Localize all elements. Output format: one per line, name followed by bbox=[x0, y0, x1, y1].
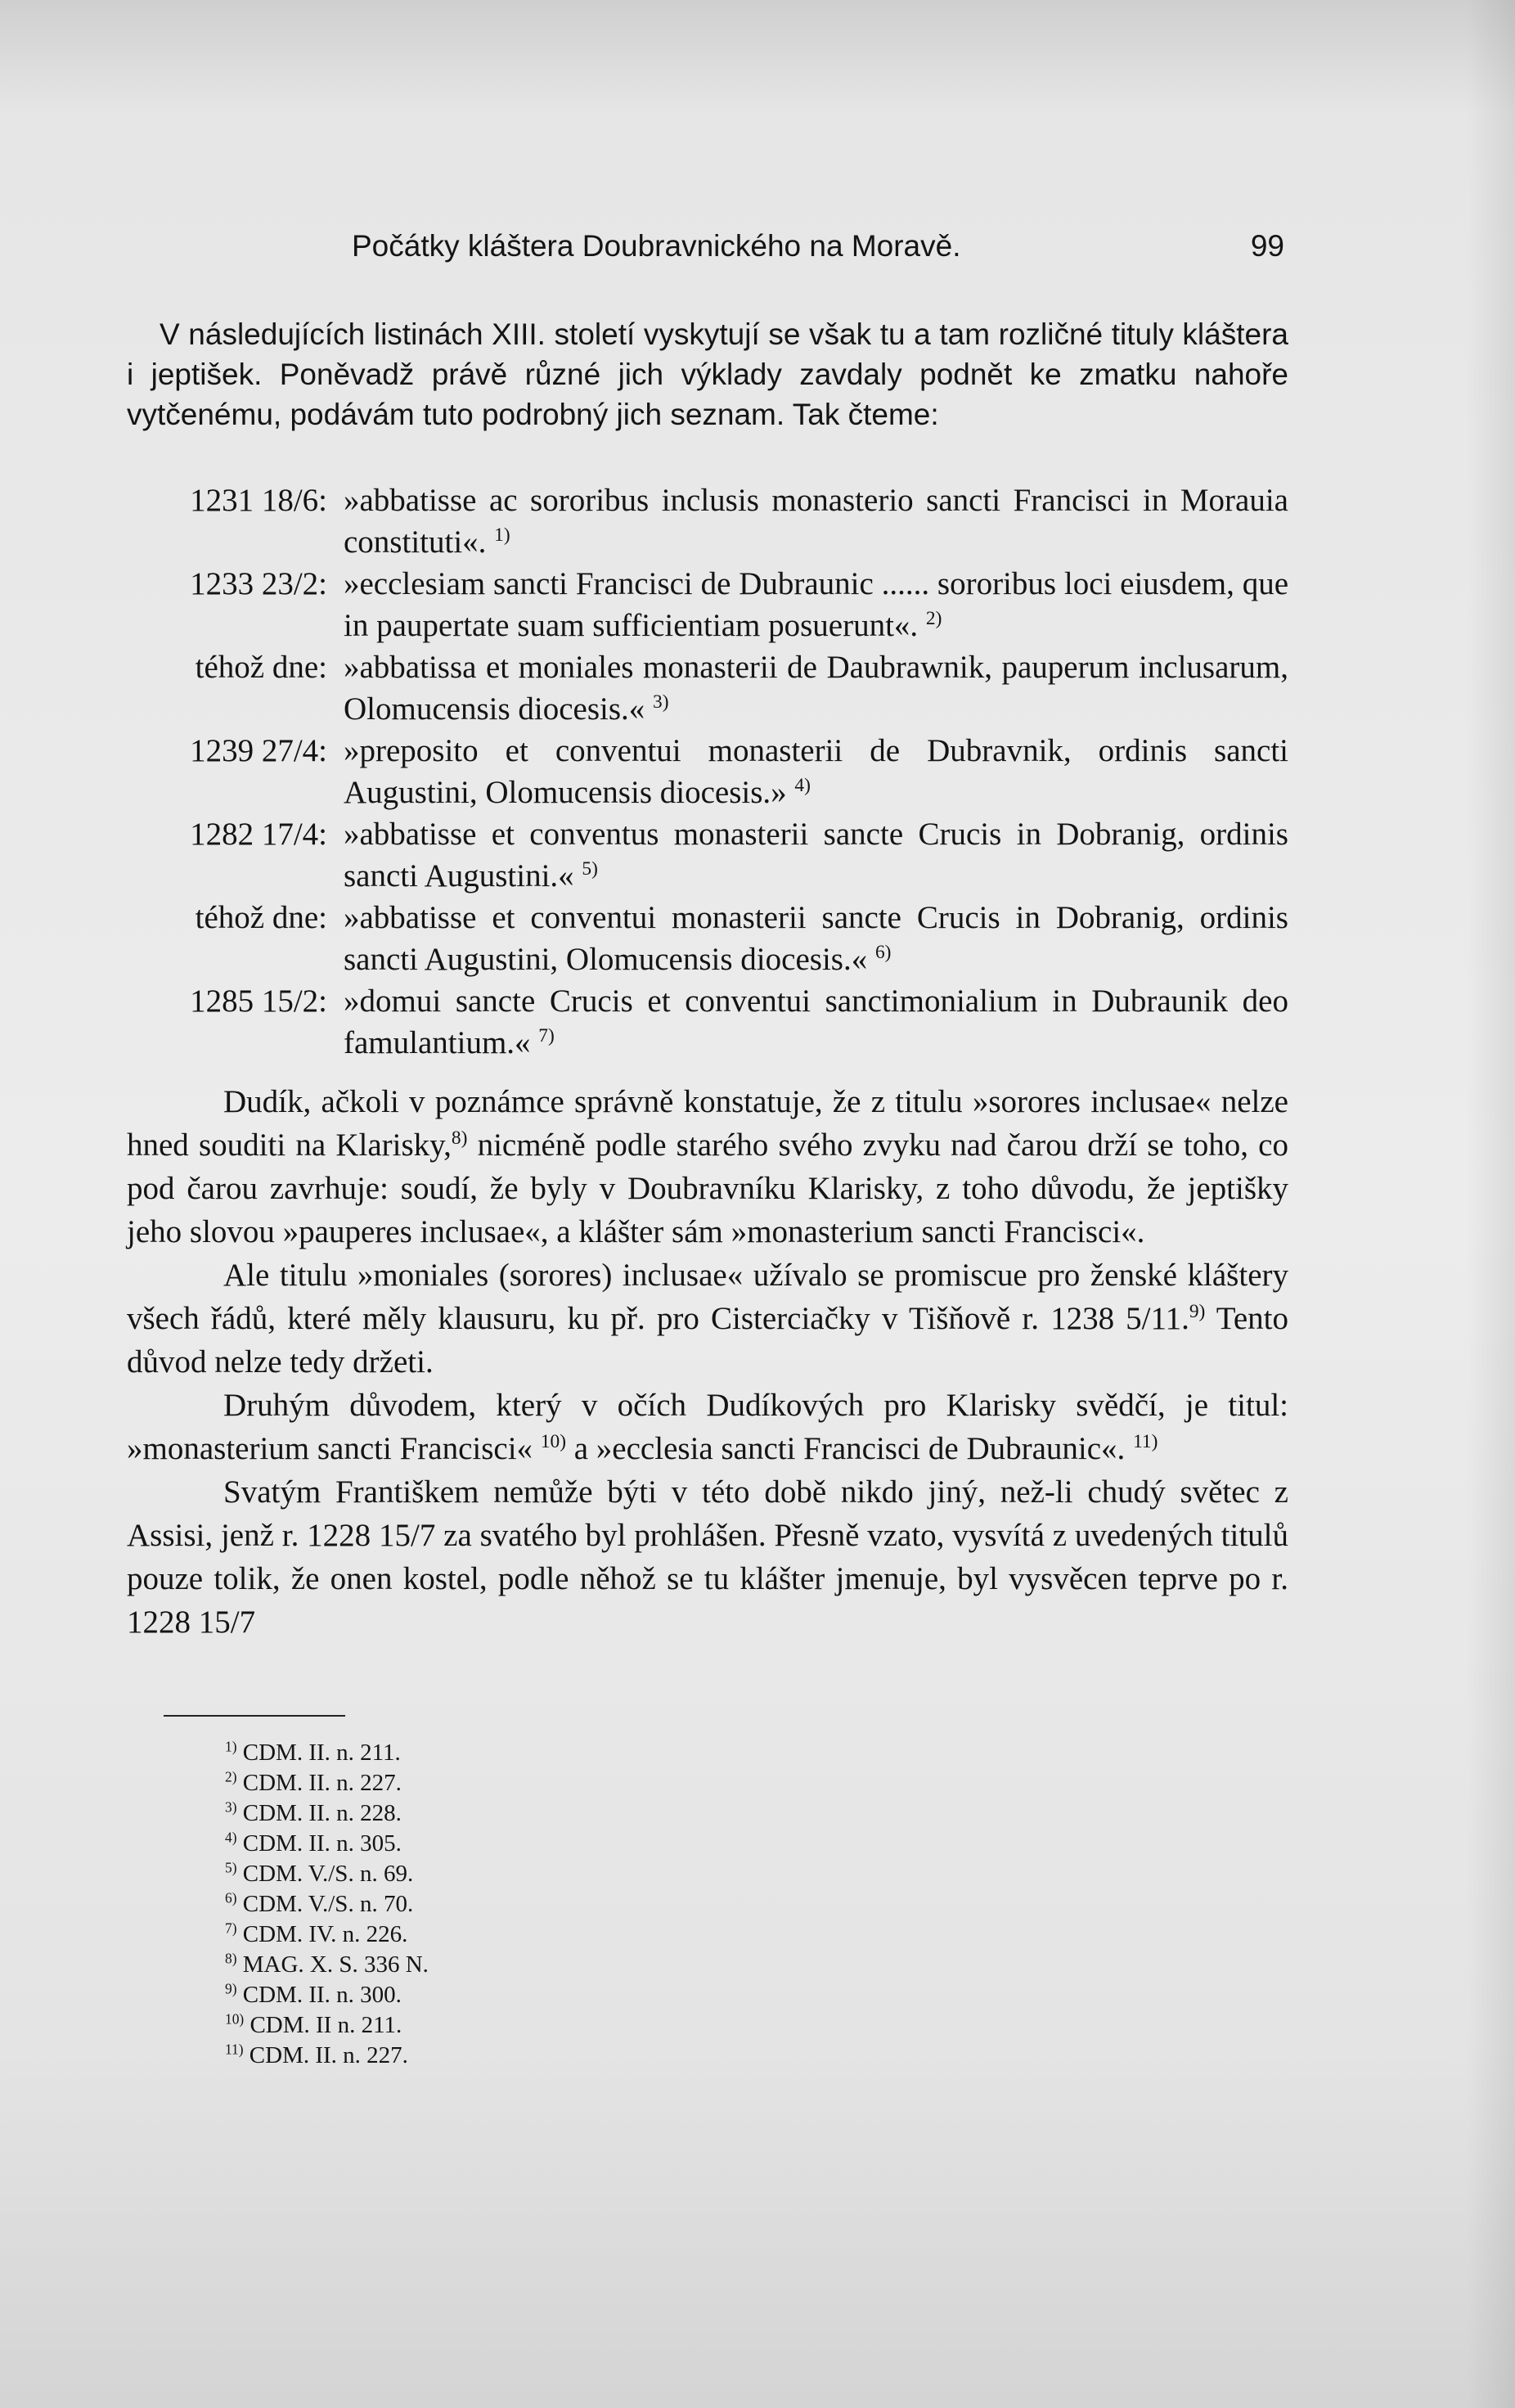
charter-entry bbox=[127, 813, 1288, 897]
entry-quote: »ecclesiam sancti Francisci de Dubraunic ...... sororibus loci eiusdem, que in paupertate suam sufficientiam posuerunt«. bbox=[344, 566, 1288, 643]
footnote-ref: 4) bbox=[794, 775, 811, 796]
footnote-mark: 4) bbox=[225, 1829, 237, 1846]
body-text bbox=[127, 1080, 1288, 1644]
entry-date: téhož dne: bbox=[195, 900, 327, 935]
footnote-ref: 11) bbox=[1133, 1431, 1158, 1452]
charter-entry bbox=[127, 980, 1288, 1064]
footnote-mark: 9) bbox=[225, 1980, 237, 1997]
entry-date: 1239 27/4: bbox=[190, 733, 327, 768]
footnote-mark: 8) bbox=[225, 1950, 237, 1967]
footnote-mark: 7) bbox=[225, 1920, 237, 1937]
footnote-mark: 2) bbox=[225, 1768, 237, 1785]
footnote-text: CDM. II. n. 305. bbox=[242, 1830, 402, 1857]
entry-text bbox=[327, 479, 1288, 563]
paragraph-text: Druhým důvodem, který v očích Dudíkových pro Klarisky svědčí, je titul: »monasterium sancti Francisci« bbox=[127, 1388, 1288, 1466]
footnote bbox=[225, 1859, 429, 1889]
footnote bbox=[225, 1768, 429, 1798]
footnote-ref: 1) bbox=[494, 524, 510, 546]
footnote-ref: 3) bbox=[653, 691, 669, 713]
entry-quote: »abbatisse et conventui monasterii sancte Crucis in Dobranig, ordinis sancti Augustini, Olomucensis diocesis.« bbox=[344, 900, 1288, 977]
entry-text bbox=[327, 730, 1288, 813]
paragraph-text: Ale titulu »moniales (sorores) inclusae« užívalo se promiscue pro ženské kláštery všech řádů, které měly klausuru, ku př. pro Cisterciačky v Tišňově r. 1238 5/11. bbox=[127, 1258, 1288, 1336]
charter-entry bbox=[127, 479, 1288, 563]
paragraph-text: Dudík, ačkoli v poznámce správně konstatuje, že z titulu »sorores inclusae« nelze hned souditi na Klarisky, bbox=[127, 1084, 1288, 1163]
body-paragraph bbox=[127, 1080, 1288, 1254]
footnote bbox=[225, 1738, 429, 1768]
footnote-mark: 6) bbox=[225, 1889, 237, 1906]
footnote-ref: 5) bbox=[582, 858, 598, 880]
footnote-text: CDM. II. n. 228. bbox=[242, 1800, 402, 1826]
entry-date: 1233 23/2: bbox=[190, 566, 327, 601]
footnote bbox=[225, 1980, 429, 2010]
charter-entry bbox=[127, 646, 1288, 730]
footnotes bbox=[225, 1738, 429, 2071]
footnote-ref: 2) bbox=[925, 608, 942, 629]
entry-quote: »domui sancte Crucis et conventui sanctimonialium in Dubraunik deo famulantium.« bbox=[344, 983, 1288, 1060]
footnote-text: MAG. X. S. 336 N. bbox=[242, 1951, 429, 1978]
footnote-mark: 5) bbox=[225, 1859, 237, 1876]
footnote bbox=[225, 1950, 429, 1980]
charter-title-list bbox=[127, 479, 1288, 1064]
footnote bbox=[225, 2041, 429, 2071]
footnote-text: CDM. II n. 211. bbox=[250, 2012, 402, 2038]
footnote-text: CDM. II. n. 227. bbox=[242, 1770, 402, 1796]
entry-date: téhož dne: bbox=[195, 650, 327, 685]
paragraph-text: a »ecclesia sancti Francisci de Dubraunic«. bbox=[566, 1431, 1126, 1466]
footnote bbox=[225, 1889, 429, 1920]
charter-entry bbox=[127, 897, 1288, 980]
footnote-ref: 8) bbox=[451, 1127, 468, 1149]
entry-text bbox=[327, 813, 1288, 897]
footnote-text: CDM. II. n. 227. bbox=[249, 2042, 408, 2068]
entry-date: 1282 17/4: bbox=[190, 817, 327, 852]
entry-text bbox=[327, 646, 1288, 730]
running-title: Počátky kláštera Doubravnického na Moravě. bbox=[352, 229, 961, 263]
entry-date: 1231 18/6: bbox=[190, 483, 327, 518]
footnote-mark: 3) bbox=[225, 1798, 237, 1816]
entry-text bbox=[327, 980, 1288, 1064]
charter-entry bbox=[127, 563, 1288, 646]
charter-entry bbox=[127, 730, 1288, 813]
footnote-separator bbox=[164, 1715, 345, 1717]
footnote-ref: 7) bbox=[538, 1025, 555, 1046]
footnote-ref: 10) bbox=[540, 1431, 566, 1452]
footnote-text: CDM. IV. n. 226. bbox=[242, 1921, 408, 1947]
paragraph-text: Svatým Františkem nemůže býti v této době nikdo jiný, než-li chudý světec z Assisi, jenž r. 1228 15/7 za svatého byl prohlášen. Přesně vzato, vysvítá z uvedených titulů pouze tolik, že onen kostel, podle něhož se tu klášter jmenuje, byl vysvěcen teprve po r. 1228 15/7 bbox=[127, 1474, 1288, 1640]
footnote-mark: 1) bbox=[225, 1738, 237, 1755]
footnote-text: CDM. V./S. n. 69. bbox=[242, 1861, 414, 1887]
entry-quote: »abbatisse ac sororibus inclusis monasterio sancti Francisci in Morauia constituti«. bbox=[344, 483, 1288, 560]
page-number: 99 bbox=[1250, 229, 1284, 263]
footnote bbox=[225, 1798, 429, 1829]
body-paragraph bbox=[127, 1384, 1288, 1470]
entry-date: 1285 15/2: bbox=[190, 983, 327, 1019]
paragraph-text: Tento důvod nelze tedy držeti. bbox=[127, 1301, 1288, 1380]
entry-text bbox=[327, 563, 1288, 646]
entry-quote: »abbatissa et moniales monasterii de Daubrawnik, pauperum inclusarum, Olomucensis diocesis.« bbox=[344, 650, 1288, 727]
entry-quote: »abbatisse et conventus monasterii sancte Crucis in Dobranig, ordinis sancti Augustini.« bbox=[344, 817, 1288, 893]
footnote-text: CDM. V./S. n. 70. bbox=[242, 1891, 414, 1917]
footnote-text: CDM. II. n. 211. bbox=[242, 1740, 401, 1766]
footnote bbox=[225, 1920, 429, 1950]
footnote-mark: 10) bbox=[225, 2010, 245, 2028]
footnote-ref: 6) bbox=[874, 942, 892, 963]
body-paragraph bbox=[127, 1254, 1288, 1384]
entry-quote: »preposito et conventui monasterii de Dubravnik, ordinis sancti Augustini, Olomucensis diocesis.» bbox=[344, 733, 1288, 810]
intro-paragraph: V následujících listinách XIII. století vyskytují se však tu a tam rozličné tituly kláštera i jeptišek. Poněvadž právě různé jich výklady zavdaly podnět ke zmatku nahoře vytčenému, podávám tuto podrobný jich seznam. Tak čteme: bbox=[127, 317, 1288, 431]
footnote-ref: 9) bbox=[1189, 1301, 1206, 1322]
footnote bbox=[225, 1829, 429, 1859]
footnote-mark: 11) bbox=[225, 2041, 244, 2058]
paragraph-text: nicméně podle starého svého zvyku nad čarou drží se toho, co pod čarou zavrhuje: soudí, že byly v Doubravníku Klarisky, z toho důvodu, že jeptišky jeho slovou »pauperes inclusae«, a klášter sám »monasterium sancti Francisci«. bbox=[127, 1127, 1288, 1249]
footnote-text: CDM. II. n. 300. bbox=[242, 1982, 402, 2008]
footnote bbox=[225, 2010, 429, 2041]
entry-text bbox=[327, 897, 1288, 980]
body-paragraph bbox=[127, 1470, 1288, 1644]
